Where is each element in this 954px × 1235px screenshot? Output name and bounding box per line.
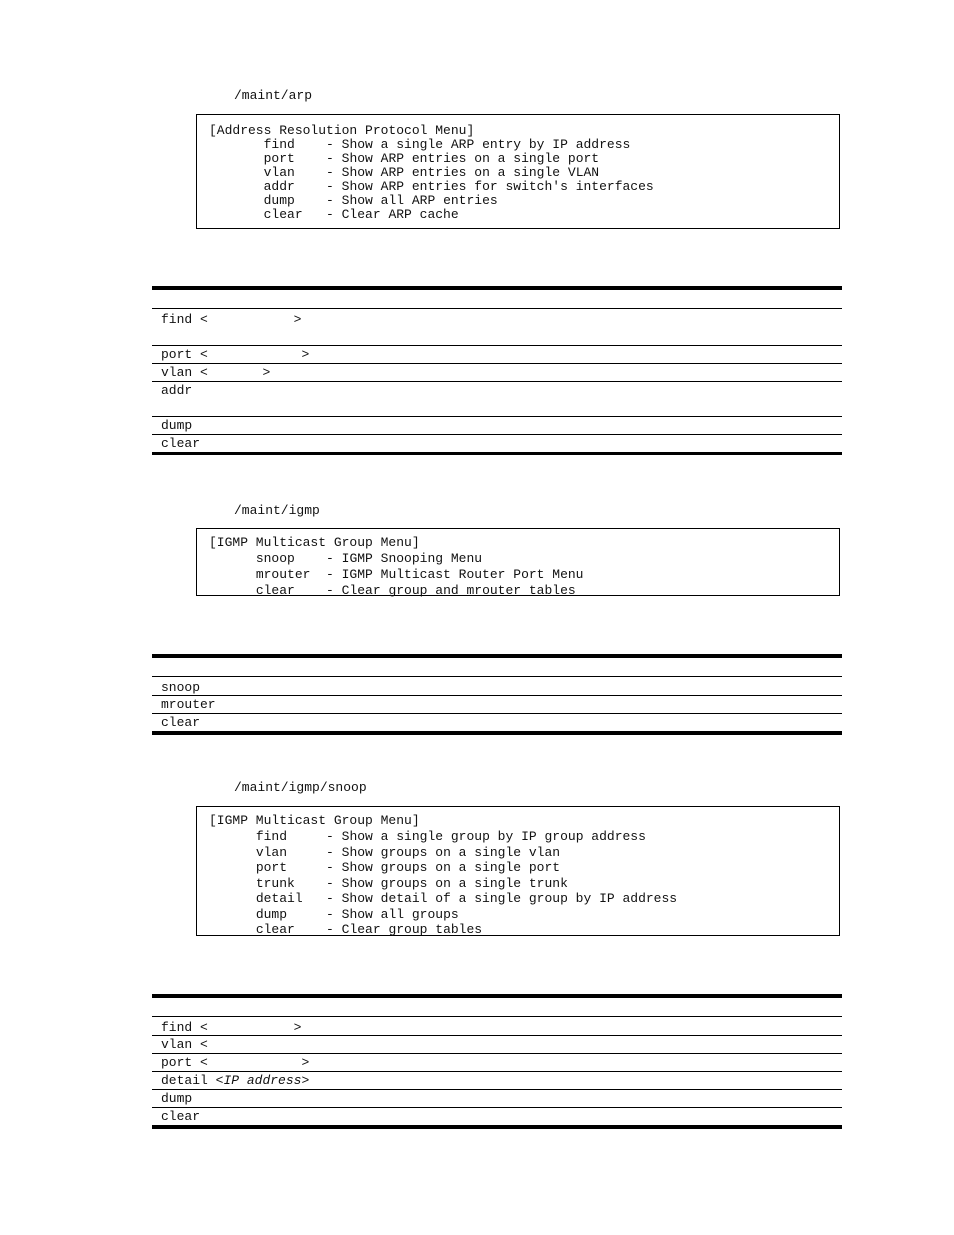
table-bottom-bar xyxy=(152,731,842,735)
table-row: port < > xyxy=(161,1055,310,1070)
table-row-rule xyxy=(152,1053,842,1054)
table-row: detail <IP address> xyxy=(161,1073,310,1088)
snoop-menu-item: detail - Show detail of a single group by IP address xyxy=(255,891,678,906)
table-row-rule xyxy=(152,363,842,364)
table-row-rule xyxy=(152,1071,842,1072)
arp-menu-title: [Address Resolution Protocol Menu] xyxy=(209,123,475,138)
arp-menu-item: port - Show ARP entries on a single port xyxy=(263,151,600,166)
table-row-rule xyxy=(152,713,842,714)
table-row: clear xyxy=(161,1109,201,1124)
arp-menu-item: clear - Clear ARP cache xyxy=(263,207,459,222)
snoop-command-table xyxy=(152,994,842,1131)
arp-menu-item: dump - Show all ARP entries xyxy=(263,193,498,208)
snoop-menu-title: [IGMP Multicast Group Menu] xyxy=(209,813,420,828)
arp-menu-item: vlan - Show ARP entries on a single VLAN xyxy=(263,165,600,180)
table-row-rule xyxy=(152,345,842,346)
snoop-menu-item: find - Show a single group by IP group address xyxy=(255,829,646,844)
arp-command-table xyxy=(152,286,842,456)
table-row: vlan < xyxy=(161,1037,208,1052)
table-row: mrouter xyxy=(161,697,216,712)
table-row: clear xyxy=(161,436,201,451)
table-row: find < > xyxy=(161,1020,302,1035)
table-row: port < > xyxy=(161,347,310,362)
table-row-rule xyxy=(152,1035,842,1036)
table-row-rule xyxy=(152,416,842,417)
igmp-menu-item: mrouter - IGMP Multicast Router Port Menu xyxy=(255,567,584,582)
arp-menu-listing xyxy=(196,114,840,229)
table-row-rule xyxy=(152,1107,842,1108)
snoop-menu-listing xyxy=(196,806,840,936)
igmp-menu-path: /maint/igmp xyxy=(234,503,320,518)
table-bottom-bar xyxy=(152,452,842,455)
table-row: vlan < > xyxy=(161,365,271,380)
snoop-menu-item: dump - Show all groups xyxy=(255,906,459,922)
table-row-rule xyxy=(152,381,842,382)
igmp-command-table xyxy=(152,654,842,737)
table-header-rule xyxy=(152,1016,842,1017)
igmp-menu-item: clear - Clear group and mrouter tables xyxy=(255,583,576,598)
igmp-menu-item: snoop - IGMP Snooping Menu xyxy=(255,551,483,566)
table-top-bar xyxy=(152,654,842,658)
table-header-rule xyxy=(152,308,842,309)
table-row-rule xyxy=(152,695,842,696)
igmp-menu-title: [IGMP Multicast Group Menu] xyxy=(209,535,420,550)
table-row: find < > xyxy=(161,312,302,327)
table-top-bar xyxy=(152,994,842,998)
snoop-menu-item: trunk - Show groups on a single trunk xyxy=(255,875,568,891)
arp-menu-item: addr - Show ARP entries for switch's interfaces xyxy=(263,179,654,194)
snoop-menu-item: vlan - Show groups on a single vlan xyxy=(255,844,561,860)
arp-menu-item: find - Show a single ARP entry by IP address xyxy=(263,137,631,152)
table-row-rule xyxy=(152,434,842,435)
table-row: snoop xyxy=(161,680,201,695)
arp-menu-path: /maint/arp xyxy=(234,88,313,103)
table-row: clear xyxy=(161,715,201,730)
snoop-menu-item: clear - Clear group tables xyxy=(255,922,483,937)
snoop-menu-item: port - Show groups on a single port xyxy=(255,860,561,875)
table-row-rule xyxy=(152,1089,842,1090)
table-top-bar xyxy=(152,286,842,290)
table-row: dump xyxy=(161,418,193,433)
igmp-menu-listing xyxy=(196,528,840,596)
table-row: addr xyxy=(161,383,193,398)
table-row: dump xyxy=(161,1091,193,1106)
table-bottom-bar xyxy=(152,1125,842,1129)
table-header-rule xyxy=(152,676,842,677)
snoop-menu-path: /maint/igmp/snoop xyxy=(234,780,367,795)
